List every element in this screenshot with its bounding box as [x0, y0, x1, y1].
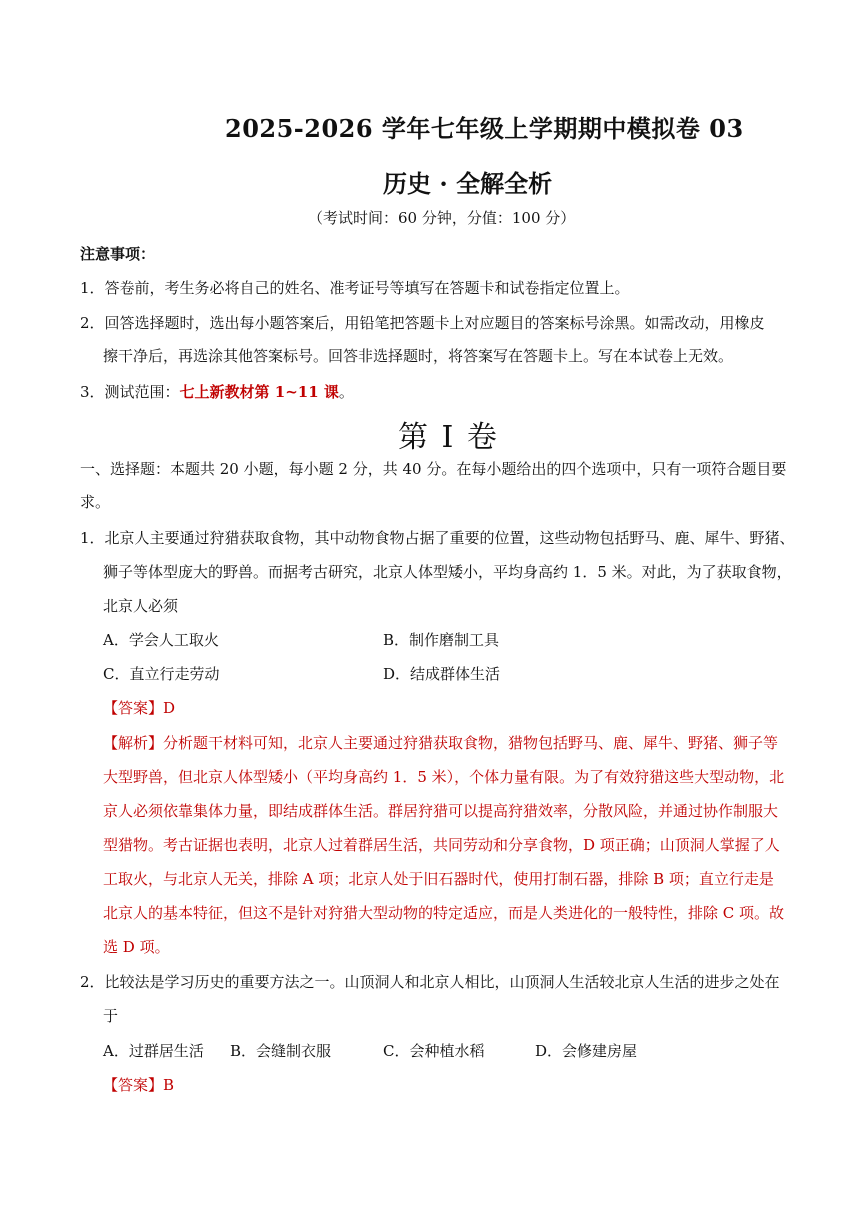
q1-analysis-line-4: 型猎物。考古证据也表明，北京人过着群居生活，共同劳动和分享食物，D 项正确；山顶洞人掌握了人 [103, 836, 780, 854]
notice-item-3-prefix: 3．测试范围： [80, 383, 180, 401]
q1-stem-line-2: 狮子等体型庞大的野兽。而据考古研究，北京人体型矮小，平均身高约 1．5 米。对此，为了获取食物， [103, 563, 792, 581]
page-title: 2025-2026 学年七年级上学期期中模拟卷 03 [225, 114, 744, 143]
test-scope: 七上新教材第 1~11 课 [179, 383, 339, 401]
notice-item-2-line-2: 擦干净后，再选涂其他答案标号。回答非选择题时，将答案写在答题卡上。写在本试卷上无效。 [103, 347, 734, 365]
q2-stem-line-1: 2．比较法是学习历史的重要方法之一。山顶洞人和北京人相比，山顶洞人生活较北京人生活的进步之处在 [80, 973, 780, 991]
q2-option-b: B．会缝制衣服 [230, 1042, 332, 1060]
exam-info: （考试时间：60 分钟，分值：100 分） [308, 209, 576, 227]
q2-option-d: D．会修建房屋 [535, 1042, 638, 1060]
q1-analysis-line-1: 【解析】分析题干材料可知，北京人主要通过狩猎获取食物，猎物包括野马、鹿、犀牛、野猪、狮子等 [103, 734, 779, 752]
q2-answer: 【答案】B [103, 1076, 175, 1094]
q1-stem-line-3: 北京人必须 [103, 597, 179, 615]
q1-option-d: D．结成群体生活 [383, 665, 501, 683]
q1-option-a: A．学会人工取火 [103, 631, 219, 649]
notice-item-3-suffix: 。 [338, 383, 354, 401]
q1-answer: 【答案】D [103, 699, 176, 717]
q1-analysis-line-2: 大型野兽，但北京人体型矮小（平均身高约 1．5 米），个体力量有限。为了有效狩猎这些大型动物，北 [103, 768, 785, 786]
section-instruction-line-1: 一、选择题：本题共 20 小题，每小题 2 分，共 40 分。在每小题给出的四个选项中，只有一项符合题目要 [80, 460, 787, 478]
q2-option-c: C．会种植水稻 [383, 1042, 485, 1060]
q1-analysis-line-7: 选 D 项。 [103, 938, 170, 956]
notice-item-3 [80, 382, 354, 402]
notice-item-2-line-1: 2．回答选择题时，选出每小题答案后，用铅笔把答题卡上对应题目的答案标号涂黑。如需改动，用橡皮 [80, 314, 765, 332]
q1-stem-line-1: 1．北京人主要通过狩猎获取食物，其中动物食物占据了重要的位置，这些动物包括野马、鹿、犀牛、野猪、 [80, 529, 795, 547]
q1-option-c: C．直立行走劳动 [103, 665, 220, 683]
page-subtitle: 历史 · 全解全析 [383, 169, 553, 198]
q1-analysis-line-3: 京人必须依靠集体力量，即结成群体生活。群居狩猎可以提高狩猎效率，分散风险，并通过协作制服大 [103, 802, 779, 820]
notice-heading: 注意事项： [80, 245, 156, 263]
q2-stem-line-2: 于 [103, 1007, 119, 1025]
q1-option-b: B．制作磨制工具 [383, 631, 500, 649]
volume-title: 第 I 卷 [398, 420, 499, 455]
q1-analysis-line-5: 工取火，与北京人无关，排除 A 项；北京人处于旧石器时代，使用打制石器，排除 B 项；直立行走是 [103, 870, 774, 888]
q1-analysis-line-6: 北京人的基本特征，但这不是针对狩猎大型动物的特定适应，而是人类进化的一般特性，排除 C 项。故 [103, 904, 785, 922]
section-instruction-line-2: 求。 [80, 493, 111, 511]
q2-option-a: A．过群居生活 [103, 1042, 204, 1060]
notice-item-1: 1．答卷前，考生务必将自己的姓名、准考证号等填写在答题卡和试卷指定位置上。 [80, 279, 630, 297]
